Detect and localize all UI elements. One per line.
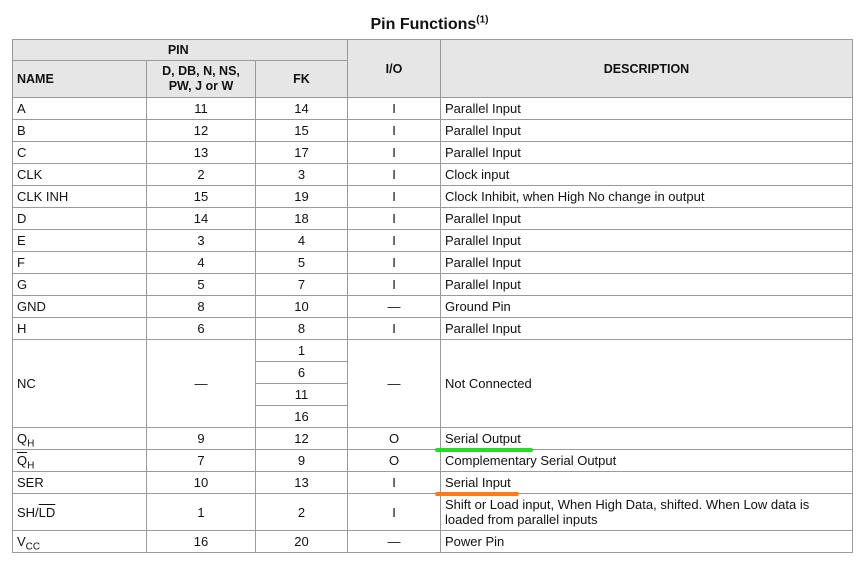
pin-name (13, 494, 147, 531)
pin-desc: Shift or Load input, When High Data, shifted. When Low data is loaded from parallel inputs (441, 494, 853, 531)
pin-name (13, 450, 147, 472)
pin-fk: 2 (256, 494, 348, 531)
pin-pkg: — (147, 340, 256, 428)
pin-desc: Not Connected (441, 340, 853, 428)
title-footnote: (1) (476, 14, 489, 26)
pin-name-main: V (17, 534, 26, 549)
pin-name: H (13, 318, 147, 340)
serial-input-highlight (445, 475, 511, 490)
pin-fk: 18 (256, 208, 348, 230)
header-description: DESCRIPTION (441, 40, 853, 98)
header-package-line1: D, DB, N, NS, (162, 64, 240, 78)
serial-output-highlight (445, 431, 521, 446)
pin-pkg: 7 (147, 450, 256, 472)
pin-name-main: Q (17, 431, 28, 446)
pin-fk: 19 (256, 186, 348, 208)
pin-name: A (13, 98, 147, 120)
pin-fk: 3 (256, 164, 348, 186)
pin-name: E (13, 230, 147, 252)
pin-name-overlined: $\overline{LD}$ (38, 504, 56, 520)
header-name: NAME (13, 61, 147, 98)
pin-fk: 11 (256, 384, 348, 406)
header-fk: FK (256, 61, 348, 98)
table-title (0, 16, 859, 34)
table-row (13, 164, 853, 186)
pin-pkg: 3 (147, 230, 256, 252)
pin-name: B (13, 120, 147, 142)
pin-io: O (348, 428, 441, 450)
pin-fk: 20 (256, 531, 348, 553)
table-row (13, 252, 853, 274)
pin-pkg: 14 (147, 208, 256, 230)
pin-io: I (348, 472, 441, 494)
header-package-line2: PW, J or W (168, 79, 234, 93)
pin-fk: 14 (256, 98, 348, 120)
pin-pkg: 8 (147, 296, 256, 318)
pin-pkg: 10 (147, 472, 256, 494)
pin-io: I (348, 186, 441, 208)
table-row (13, 142, 853, 164)
table-row (13, 318, 853, 340)
pin-io: I (348, 142, 441, 164)
pin-name: CLK INH (13, 186, 147, 208)
pin-name-main: $\overline{Q}$ (17, 453, 28, 468)
header-pin-blank (256, 40, 348, 61)
pin-name: NC (13, 340, 147, 428)
pin-desc: Parallel Input (441, 274, 853, 296)
table-row (13, 98, 853, 120)
pin-name (13, 428, 147, 450)
pin-io: I (348, 208, 441, 230)
pin-functions-table (12, 39, 853, 553)
pin-name: SER (13, 472, 147, 494)
pin-desc: Parallel Input (441, 142, 853, 164)
table-row (13, 450, 853, 472)
table-row (13, 186, 853, 208)
pin-pkg: 15 (147, 186, 256, 208)
pin-name: F (13, 252, 147, 274)
table-row (13, 208, 853, 230)
pin-name: C (13, 142, 147, 164)
title-text: Pin Functions (370, 16, 477, 33)
pin-fk: 7 (256, 274, 348, 296)
pin-desc: Clock Inhibit, when High No change in output (441, 186, 853, 208)
pin-fk: 9 (256, 450, 348, 472)
pin-fk: 16 (256, 406, 348, 428)
pin-io: I (348, 318, 441, 340)
pin-desc (441, 428, 853, 450)
table-row (13, 230, 853, 252)
table-row (13, 472, 853, 494)
header-io: I/O (348, 40, 441, 98)
pin-io: I (348, 120, 441, 142)
pin-fk: 6 (256, 362, 348, 384)
pin-pkg: 6 (147, 318, 256, 340)
pin-io: O (348, 450, 441, 472)
pin-desc: Power Pin (441, 531, 853, 553)
pin-name-subscript: H (27, 460, 35, 472)
table-row (13, 296, 853, 318)
pin-desc: Parallel Input (441, 120, 853, 142)
pin-fk: 5 (256, 252, 348, 274)
pin-io: I (348, 252, 441, 274)
pin-pkg: 5 (147, 274, 256, 296)
green-highlight-underline (435, 448, 533, 452)
pin-desc (441, 472, 853, 494)
pin-pkg: 13 (147, 142, 256, 164)
pin-fk: 13 (256, 472, 348, 494)
pin-io: I (348, 164, 441, 186)
pin-pkg: 1 (147, 494, 256, 531)
pin-desc: Complementary Serial Output (441, 450, 853, 472)
pin-fk: 17 (256, 142, 348, 164)
pin-name-main: SH/ (17, 504, 39, 520)
header-package (147, 61, 256, 98)
table-row (13, 531, 853, 553)
pin-desc-text: Serial Output (445, 431, 521, 446)
pin-fk: 1 (256, 340, 348, 362)
header-pin (13, 40, 256, 61)
pin-io: I (348, 230, 441, 252)
pin-io: — (348, 531, 441, 553)
pin-fk: 15 (256, 120, 348, 142)
pin-name-subscript: CC (25, 541, 41, 553)
pin-pkg: 4 (147, 252, 256, 274)
pin-desc: Ground Pin (441, 296, 853, 318)
pin-fk: 8 (256, 318, 348, 340)
pin-desc: Parallel Input (441, 318, 853, 340)
header-pin-label: PIN (167, 43, 189, 57)
pin-io: I (348, 274, 441, 296)
pin-name-subscript: H (27, 438, 35, 450)
orange-highlight-underline (435, 492, 519, 496)
table-row (13, 340, 853, 362)
pin-name: GND (13, 296, 147, 318)
pin-pkg: 16 (147, 531, 256, 553)
pin-desc: Parallel Input (441, 98, 853, 120)
pin-io: I (348, 98, 441, 120)
pin-desc-text: Serial Input (445, 475, 511, 490)
pin-desc: Parallel Input (441, 252, 853, 274)
pin-pkg: 11 (147, 98, 256, 120)
pin-fk: 4 (256, 230, 348, 252)
pin-io: — (348, 296, 441, 318)
pin-pkg: 12 (147, 120, 256, 142)
table-row (13, 494, 853, 531)
pin-pkg: 9 (147, 428, 256, 450)
pin-io: I (348, 494, 441, 531)
table-row (13, 120, 853, 142)
pin-desc: Parallel Input (441, 230, 853, 252)
pin-desc: Clock input (441, 164, 853, 186)
pin-name: CLK (13, 164, 147, 186)
pin-fk: 10 (256, 296, 348, 318)
table-row (13, 428, 853, 450)
table-row (13, 274, 853, 296)
pin-name (13, 531, 147, 553)
pin-name: G (13, 274, 147, 296)
pin-fk: 12 (256, 428, 348, 450)
pin-io: — (348, 340, 441, 428)
pin-desc: Parallel Input (441, 208, 853, 230)
pin-pkg: 2 (147, 164, 256, 186)
pin-name: D (13, 208, 147, 230)
